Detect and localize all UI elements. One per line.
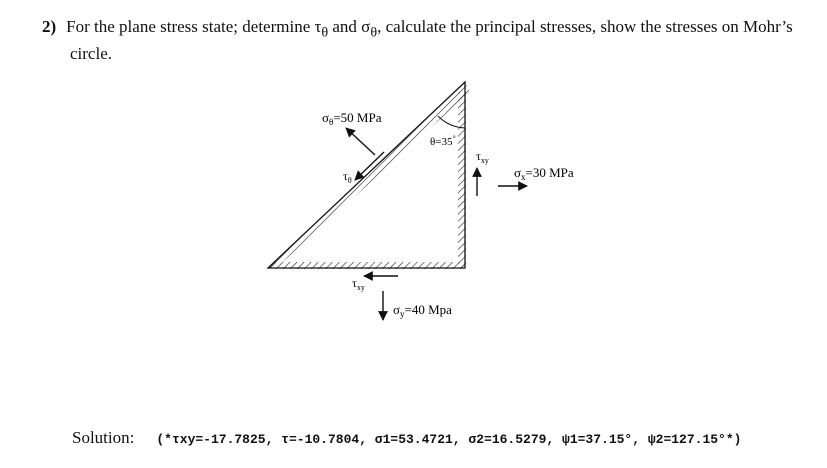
problem-number: 2) xyxy=(42,17,57,36)
sigma-theta-arrow xyxy=(346,128,375,155)
angle-label: θ=35° xyxy=(430,134,456,148)
problem-and-text: and σ xyxy=(328,17,371,36)
problem-text-1: For the plane stress state; determine τ xyxy=(66,17,322,36)
problem-text-1-rest: , calculate the principal stresses, show the stresses on Mohr’s xyxy=(377,17,793,36)
problem-sub-theta-2: θ xyxy=(370,24,378,41)
tau-theta-label: $\tau_\theta$ xyxy=(343,169,352,185)
tau-xy-right-label: $\tau_{xy}$ xyxy=(476,149,489,165)
solution-line xyxy=(72,428,741,448)
tau-xy-bottom-label: $\tau_{xy}$ xyxy=(352,276,365,292)
problem-text-2: circle. xyxy=(70,44,112,64)
sigma-x-label: $\sigma_x=30$ MPa xyxy=(514,165,574,182)
sigma-y-label: $\sigma_y=40$ Mpa xyxy=(393,302,452,319)
solution-label: Solution: xyxy=(72,428,135,447)
problem-sub-theta-1: θ xyxy=(321,24,329,41)
sigma-theta-label: $\sigma_\theta=50$ MPa xyxy=(322,110,382,127)
solution-result: (*τxy=-17.7825, τ=-10.7804, σ1=53.4721, σ2=16.5279, ψ1=37.15°, ψ2=127.15°*) xyxy=(156,432,742,447)
